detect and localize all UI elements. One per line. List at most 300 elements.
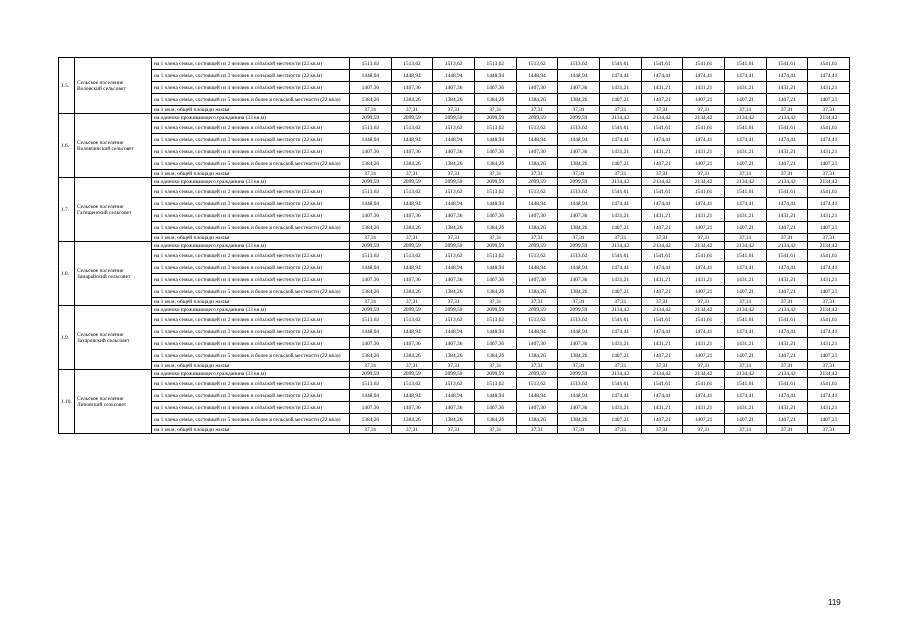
value-cell: 2134,42 <box>766 242 808 250</box>
value-cell: 1541,61 <box>599 250 641 262</box>
value-cell: 1407,36 <box>474 210 516 222</box>
value-cell: 2099,59 <box>391 306 433 314</box>
row-description: на 1 члена семьи, состоящей из 3 человек в сельской местности (22 кв.м) <box>152 134 350 146</box>
value-cell: 37,31 <box>516 106 558 114</box>
table-row <box>59 178 850 186</box>
table-row <box>59 370 850 378</box>
value-cell: 1448,94 <box>516 390 558 402</box>
value-cell: 1513,62 <box>433 186 475 198</box>
table-row <box>59 198 850 210</box>
table-body <box>59 58 850 434</box>
value-cell: 1541,61 <box>766 314 808 326</box>
value-cell: 1407,21 <box>724 414 766 426</box>
value-cell: 1474,41 <box>641 134 683 146</box>
value-cell: 1407,36 <box>516 210 558 222</box>
page-number: 119 <box>828 598 841 607</box>
value-cell: 1513,62 <box>474 186 516 198</box>
value-cell: 1513,62 <box>391 122 433 134</box>
row-description: на одиноко проживающего гражданина (33 кв.м) <box>152 242 350 250</box>
group-code: 1.8. <box>59 242 75 306</box>
row-description: на 1 члена семьи, состоящей из 3 человек в сельской местности (22 кв.м) <box>152 326 350 338</box>
tariff-table <box>58 57 850 434</box>
value-cell: 37,31 <box>350 234 392 242</box>
value-cell: 2134,42 <box>766 114 808 122</box>
value-cell: 1431,21 <box>808 210 850 222</box>
value-cell: 2099,59 <box>433 114 475 122</box>
row-description: на 1 члена семьи, состоящей из 5 человек и более в сельской местности (22 кв.м) <box>152 414 350 426</box>
value-cell: 37,31 <box>641 106 683 114</box>
value-cell: 1431,21 <box>766 402 808 414</box>
value-cell: 2099,59 <box>350 114 392 122</box>
value-cell: 37,31 <box>724 234 766 242</box>
value-cell: 1448,94 <box>350 390 392 402</box>
value-cell: 37,31 <box>558 170 600 178</box>
value-cell: 37,31 <box>599 362 641 370</box>
value-cell: 1407,36 <box>516 146 558 158</box>
value-cell: 1541,61 <box>641 250 683 262</box>
value-cell: 1384,26 <box>474 94 516 106</box>
value-cell: 1513,62 <box>433 314 475 326</box>
row-description: на 1 кв.м. общей площади жилья <box>152 298 350 306</box>
value-cell: 1407,36 <box>474 82 516 94</box>
value-cell: 1431,21 <box>808 402 850 414</box>
value-cell: 1513,62 <box>474 314 516 326</box>
value-cell: 1384,26 <box>391 286 433 298</box>
value-cell: 1474,41 <box>599 198 641 210</box>
value-cell: 1541,61 <box>724 378 766 390</box>
value-cell: 1407,21 <box>724 222 766 234</box>
value-cell: 1448,94 <box>474 262 516 274</box>
value-cell: 1431,21 <box>641 338 683 350</box>
row-description: на 1 кв.м. общей площади жилья <box>152 234 350 242</box>
value-cell: 2134,42 <box>599 242 641 250</box>
value-cell: 1407,21 <box>808 222 850 234</box>
value-cell: 37,31 <box>391 426 433 434</box>
value-cell: 37,31 <box>516 234 558 242</box>
value-cell: 1541,61 <box>808 58 850 70</box>
value-cell: 1407,21 <box>599 94 641 106</box>
value-cell: 37,31 <box>683 298 725 306</box>
value-cell: 1513,62 <box>516 314 558 326</box>
value-cell: 2099,59 <box>350 306 392 314</box>
value-cell: 1474,41 <box>808 262 850 274</box>
value-cell: 1448,94 <box>350 262 392 274</box>
value-cell: 1448,94 <box>391 134 433 146</box>
value-cell: 1407,36 <box>474 402 516 414</box>
row-description: на 1 члена семьи, состоящей из 2 человек в сельской местности (22 кв.м) <box>152 186 350 198</box>
value-cell: 1513,62 <box>433 122 475 134</box>
value-cell: 1474,41 <box>683 326 725 338</box>
value-cell: 37,31 <box>599 426 641 434</box>
value-cell: 1513,62 <box>350 378 392 390</box>
value-cell: 1448,94 <box>558 390 600 402</box>
value-cell: 1431,21 <box>599 338 641 350</box>
value-cell: 37,31 <box>724 106 766 114</box>
row-description: на 1 члена семьи, состоящей из 3 человек в сельской местности (22 кв.м) <box>152 390 350 402</box>
value-cell: 1474,41 <box>599 390 641 402</box>
value-cell: 37,31 <box>683 106 725 114</box>
value-cell: 1513,62 <box>558 314 600 326</box>
table-row <box>59 274 850 286</box>
value-cell: 1407,21 <box>641 350 683 362</box>
value-cell: 2134,42 <box>724 242 766 250</box>
value-cell: 37,31 <box>433 426 475 434</box>
row-description: на 1 члена семьи, состоящей из 2 человек в сельской местности (22 кв.м) <box>152 122 350 134</box>
value-cell: 1431,21 <box>724 338 766 350</box>
value-cell: 2099,59 <box>391 178 433 186</box>
value-cell: 37,31 <box>350 426 392 434</box>
value-cell: 37,31 <box>474 234 516 242</box>
value-cell: 1384,26 <box>558 414 600 426</box>
table-row <box>59 402 850 414</box>
value-cell: 1431,21 <box>724 146 766 158</box>
value-cell: 1541,61 <box>724 186 766 198</box>
row-description: на 1 члена семьи, состоящей из 3 человек в сельской местности (22 кв.м) <box>152 70 350 82</box>
value-cell: 1384,26 <box>516 286 558 298</box>
value-cell: 2099,59 <box>558 114 600 122</box>
value-cell: 2099,59 <box>391 242 433 250</box>
value-cell: 1384,26 <box>391 94 433 106</box>
value-cell: 1513,62 <box>474 378 516 390</box>
value-cell: 1513,62 <box>516 378 558 390</box>
value-cell: 1474,41 <box>808 70 850 82</box>
value-cell: 37,31 <box>641 362 683 370</box>
value-cell: 1474,41 <box>766 70 808 82</box>
row-description: на 1 члена семьи, состоящей из 5 человек и более в сельской местности (22 кв.м) <box>152 94 350 106</box>
row-description: на 1 члена семьи, состоящей из 5 человек и более в сельской местности (22 кв.м) <box>152 158 350 170</box>
value-cell: 1541,61 <box>766 378 808 390</box>
value-cell: 2134,42 <box>641 370 683 378</box>
value-cell: 37,31 <box>558 234 600 242</box>
value-cell: 2099,59 <box>391 370 433 378</box>
value-cell: 2099,59 <box>474 114 516 122</box>
value-cell: 1407,36 <box>558 210 600 222</box>
value-cell: 37,31 <box>474 298 516 306</box>
value-cell: 1431,21 <box>766 274 808 286</box>
value-cell: 1407,36 <box>558 338 600 350</box>
value-cell: 1431,21 <box>683 274 725 286</box>
value-cell: 1384,26 <box>474 158 516 170</box>
value-cell: 37,31 <box>641 234 683 242</box>
value-cell: 1474,41 <box>683 390 725 402</box>
value-cell: 2099,59 <box>350 242 392 250</box>
value-cell: 1407,36 <box>391 274 433 286</box>
value-cell: 2099,59 <box>433 178 475 186</box>
value-cell: 1407,21 <box>599 350 641 362</box>
value-cell: 37,31 <box>683 170 725 178</box>
settlement-name: Сельское поселение Гатищенский сельсовет <box>75 178 152 242</box>
value-cell: 1407,21 <box>599 222 641 234</box>
value-cell: 1448,94 <box>350 326 392 338</box>
value-cell: 2099,59 <box>433 370 475 378</box>
value-cell: 1431,21 <box>641 402 683 414</box>
value-cell: 1384,26 <box>558 286 600 298</box>
value-cell: 1431,21 <box>641 274 683 286</box>
value-cell: 1448,94 <box>350 134 392 146</box>
value-cell: 37,31 <box>391 170 433 178</box>
table-row <box>59 146 850 158</box>
value-cell: 2134,42 <box>808 178 850 186</box>
value-cell: 1448,94 <box>433 262 475 274</box>
value-cell: 1474,41 <box>641 262 683 274</box>
value-cell: 37,31 <box>474 362 516 370</box>
value-cell: 1384,26 <box>391 222 433 234</box>
value-cell: 37,31 <box>516 170 558 178</box>
table-row <box>59 222 850 234</box>
value-cell: 1431,21 <box>724 402 766 414</box>
table-row <box>59 306 850 314</box>
value-cell: 1407,36 <box>516 402 558 414</box>
value-cell: 37,31 <box>724 426 766 434</box>
value-cell: 1448,94 <box>474 198 516 210</box>
row-description: на 1 члена семьи, состоящей из 2 человек в сельской местности (22 кв.м) <box>152 378 350 390</box>
value-cell: 1474,41 <box>808 134 850 146</box>
value-cell: 1384,26 <box>433 286 475 298</box>
value-cell: 1474,41 <box>808 326 850 338</box>
value-cell: 37,31 <box>350 298 392 306</box>
value-cell: 1384,26 <box>350 350 392 362</box>
value-cell: 37,31 <box>433 362 475 370</box>
value-cell: 1431,21 <box>724 274 766 286</box>
value-cell: 1431,21 <box>766 338 808 350</box>
value-cell: 1407,21 <box>641 414 683 426</box>
table-row <box>59 242 850 250</box>
row-description: на 1 кв.м. общей площади жилья <box>152 426 350 434</box>
value-cell: 37,31 <box>766 106 808 114</box>
value-cell: 1407,36 <box>558 146 600 158</box>
value-cell: 1431,21 <box>641 82 683 94</box>
value-cell: 1513,62 <box>350 250 392 262</box>
value-cell: 1407,21 <box>724 286 766 298</box>
value-cell: 37,31 <box>683 362 725 370</box>
value-cell: 1407,36 <box>474 146 516 158</box>
value-cell: 1448,94 <box>474 70 516 82</box>
settlement-name: Сельское поселение Захаровский сельсовет <box>75 306 152 370</box>
value-cell: 37,31 <box>391 106 433 114</box>
value-cell: 37,31 <box>641 170 683 178</box>
value-cell: 1384,26 <box>350 222 392 234</box>
row-description: на 1 члена семьи, состоящей из 5 человек и более в сельской местности (22 кв.м) <box>152 350 350 362</box>
value-cell: 1474,41 <box>599 326 641 338</box>
value-cell: 1384,26 <box>391 414 433 426</box>
settlement-name: Сельское поселение Замарайский сельсовет <box>75 242 152 306</box>
table-row <box>59 362 850 370</box>
value-cell: 37,31 <box>724 298 766 306</box>
value-cell: 1407,36 <box>391 210 433 222</box>
table-row <box>59 298 850 306</box>
value-cell: 1513,62 <box>433 58 475 70</box>
value-cell: 37,31 <box>516 362 558 370</box>
row-description: на одиноко проживающего гражданина (33 кв.м) <box>152 178 350 186</box>
value-cell: 1384,26 <box>433 414 475 426</box>
value-cell: 1407,36 <box>433 274 475 286</box>
value-cell: 1431,21 <box>683 210 725 222</box>
value-cell: 1384,26 <box>391 158 433 170</box>
value-cell: 1513,62 <box>433 250 475 262</box>
table-row <box>59 350 850 362</box>
value-cell: 37,31 <box>558 106 600 114</box>
value-cell: 1513,62 <box>516 58 558 70</box>
value-cell: 1474,41 <box>766 262 808 274</box>
value-cell: 1541,61 <box>641 122 683 134</box>
value-cell: 1407,36 <box>433 402 475 414</box>
value-cell: 1474,41 <box>724 262 766 274</box>
value-cell: 1407,36 <box>350 146 392 158</box>
value-cell: 37,31 <box>683 426 725 434</box>
value-cell: 1448,94 <box>391 262 433 274</box>
value-cell: 1513,62 <box>433 378 475 390</box>
value-cell: 1513,62 <box>350 314 392 326</box>
value-cell: 1407,21 <box>724 350 766 362</box>
value-cell: 1384,26 <box>558 350 600 362</box>
value-cell: 1407,36 <box>350 338 392 350</box>
group-code: 1.7. <box>59 178 75 242</box>
table-row <box>59 390 850 402</box>
value-cell: 1474,41 <box>808 390 850 402</box>
value-cell: 1541,61 <box>641 58 683 70</box>
value-cell: 37,31 <box>558 362 600 370</box>
row-description: на 1 члена семьи, состоящей из 2 человек в сельской местности (22 кв.м) <box>152 314 350 326</box>
value-cell: 1541,61 <box>808 314 850 326</box>
value-cell: 37,31 <box>808 106 850 114</box>
value-cell: 1431,21 <box>641 146 683 158</box>
value-cell: 1448,94 <box>474 390 516 402</box>
value-cell: 1407,21 <box>808 158 850 170</box>
value-cell: 1448,94 <box>516 326 558 338</box>
value-cell: 1407,36 <box>391 82 433 94</box>
value-cell: 1407,21 <box>766 222 808 234</box>
value-cell: 2134,42 <box>808 306 850 314</box>
value-cell: 1407,36 <box>474 338 516 350</box>
value-cell: 1513,62 <box>350 186 392 198</box>
value-cell: 1407,21 <box>683 222 725 234</box>
value-cell: 1474,41 <box>599 134 641 146</box>
value-cell: 37,31 <box>766 170 808 178</box>
value-cell: 1448,94 <box>558 262 600 274</box>
value-cell: 1448,94 <box>391 390 433 402</box>
value-cell: 2134,42 <box>808 370 850 378</box>
group-code: 1.10. <box>59 370 75 434</box>
value-cell: 2099,59 <box>474 242 516 250</box>
value-cell: 1474,41 <box>683 198 725 210</box>
value-cell: 1384,26 <box>350 286 392 298</box>
value-cell: 1431,21 <box>724 210 766 222</box>
value-cell: 1513,62 <box>558 122 600 134</box>
value-cell: 1474,41 <box>724 390 766 402</box>
value-cell: 1513,62 <box>474 58 516 70</box>
value-cell: 1513,62 <box>391 250 433 262</box>
value-cell: 37,31 <box>766 298 808 306</box>
value-cell: 1407,21 <box>641 94 683 106</box>
value-cell: 1407,21 <box>641 222 683 234</box>
value-cell: 2099,59 <box>474 178 516 186</box>
value-cell: 1431,21 <box>808 82 850 94</box>
value-cell: 1541,61 <box>766 122 808 134</box>
value-cell: 1407,36 <box>391 146 433 158</box>
value-cell: 37,31 <box>474 170 516 178</box>
value-cell: 2134,42 <box>808 242 850 250</box>
value-cell: 1407,36 <box>433 338 475 350</box>
value-cell: 1474,41 <box>766 198 808 210</box>
value-cell: 2099,59 <box>516 242 558 250</box>
value-cell: 37,31 <box>516 426 558 434</box>
value-cell: 1513,62 <box>350 58 392 70</box>
row-description: на 1 члена семьи, состоящей из 2 человек в сельской местности (22 кв.м) <box>152 58 350 70</box>
row-description: на 1 члена семьи, состоящей из 2 человек в сельской местности (22 кв.м) <box>152 250 350 262</box>
value-cell: 1384,26 <box>433 350 475 362</box>
value-cell: 1407,36 <box>350 210 392 222</box>
value-cell: 2099,59 <box>350 178 392 186</box>
value-cell: 1384,26 <box>516 222 558 234</box>
value-cell: 1407,21 <box>766 158 808 170</box>
table-row <box>59 314 850 326</box>
value-cell: 1431,21 <box>599 210 641 222</box>
value-cell: 1448,94 <box>474 134 516 146</box>
value-cell: 1448,94 <box>433 70 475 82</box>
value-cell: 2134,42 <box>599 370 641 378</box>
value-cell: 37,31 <box>724 362 766 370</box>
value-cell: 37,31 <box>766 362 808 370</box>
value-cell: 1474,41 <box>683 262 725 274</box>
value-cell: 1431,21 <box>641 210 683 222</box>
value-cell: 1541,61 <box>724 122 766 134</box>
value-cell: 1407,21 <box>766 414 808 426</box>
value-cell: 1474,41 <box>724 134 766 146</box>
value-cell: 1407,36 <box>391 402 433 414</box>
value-cell: 37,31 <box>641 298 683 306</box>
value-cell: 1384,26 <box>474 414 516 426</box>
row-description: на 1 члена семьи, состоящей из 4 человек в сельской местности (22 кв.м) <box>152 146 350 158</box>
value-cell: 2099,59 <box>558 178 600 186</box>
value-cell: 2134,42 <box>683 306 725 314</box>
value-cell: 2099,59 <box>558 370 600 378</box>
row-description: на 1 члена семьи, состоящей из 5 человек и более в сельской местности (22 кв.м) <box>152 286 350 298</box>
value-cell: 1407,21 <box>808 414 850 426</box>
value-cell: 1407,36 <box>391 338 433 350</box>
value-cell: 1541,61 <box>683 314 725 326</box>
value-cell: 1541,61 <box>683 186 725 198</box>
row-description: на 1 члена семьи, состоящей из 3 человек в сельской местности (22 кв.м) <box>152 198 350 210</box>
table-row <box>59 114 850 122</box>
value-cell: 37,31 <box>558 426 600 434</box>
value-cell: 2099,59 <box>474 370 516 378</box>
value-cell: 1431,21 <box>724 82 766 94</box>
table-row <box>59 58 850 70</box>
value-cell: 37,31 <box>641 426 683 434</box>
value-cell: 1384,26 <box>516 350 558 362</box>
value-cell: 1541,61 <box>641 186 683 198</box>
value-cell: 1407,36 <box>558 402 600 414</box>
value-cell: 1448,94 <box>391 326 433 338</box>
value-cell: 1541,61 <box>599 122 641 134</box>
value-cell: 1407,21 <box>641 286 683 298</box>
value-cell: 37,31 <box>766 426 808 434</box>
table-row <box>59 94 850 106</box>
value-cell: 2099,59 <box>433 242 475 250</box>
value-cell: 1541,61 <box>808 122 850 134</box>
row-description: на 1 кв.м. общей площади жилья <box>152 170 350 178</box>
value-cell: 1513,62 <box>558 250 600 262</box>
row-description: на 1 члена семьи, состоящей из 4 человек в сельской местности (22 кв.м) <box>152 210 350 222</box>
value-cell: 1513,62 <box>516 250 558 262</box>
value-cell: 2099,59 <box>516 178 558 186</box>
value-cell: 1448,94 <box>391 70 433 82</box>
value-cell: 1431,21 <box>766 146 808 158</box>
value-cell: 1513,62 <box>516 122 558 134</box>
value-cell: 2134,42 <box>641 242 683 250</box>
table-row <box>59 378 850 390</box>
value-cell: 1541,61 <box>724 250 766 262</box>
